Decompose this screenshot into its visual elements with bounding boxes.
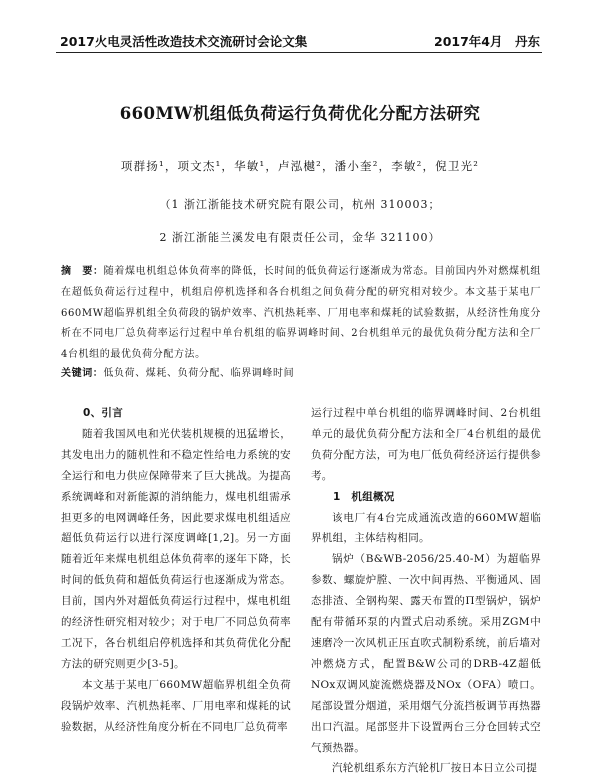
- abstract-label: 摘 要：: [61, 266, 104, 277]
- right-column: [311, 403, 541, 779]
- affiliation-1: （1 浙江浙能技术研究院有限公司，杭州 310003；: [159, 198, 441, 211]
- abstract-text: 随着煤电机组总体负荷率的降低，长时间的低负荷运行逐渐成为常态。目前国内外对燃煤机组在超低负荷运行过程中，机组启停机选择和各台机组之间负荷分配的研究相对较少。本文基于某电厂660MW超临界机组全负荷段的锅炉效率、汽机热耗率、厂用电率和煤耗的试验数据，从经济性角度分析在不同电厂总负荷率运行过程中单台机组的临界调峰时间、2台机组单元的最优负荷分配方法和全厂4台机组的最优负荷分配方法。: [61, 266, 541, 361]
- left-column: [61, 403, 291, 738]
- intro-paragraph-1: 随着我国风电和光伏装机规模的迅猛增长，其发电出力的随机性和不稳定性给电力系统的安全运行和电力供应保障带来了巨大挑战。为提高系统调峰和对新能源的消纳能力，煤电机组需承担更多的电网调峰任务，因此要求煤电机组适应超低负荷运行以进行深度调峰[1,2]。另一方面随着近年来煤电机组总体负荷率的逐年下降，长时间的低负荷和超低负荷运行也逐渐成为常态。目前，国内外对超低负荷运行过程中，煤电机组的经济性研究相对较少；对于电厂不同总负荷率工况下，各台机组启停机选择和其负荷优化分配方法的研究则更少[3-5]。: [61, 427, 291, 670]
- turbine-paragraph: 汽轮机组系东方汽轮机厂按日本日立公司提: [332, 762, 538, 775]
- header-rule: [56, 52, 542, 53]
- keywords-text: 低负荷、煤耗、负荷分配、临界调峰时间: [103, 368, 295, 379]
- date-place: 2017年4月 丹东: [434, 34, 540, 49]
- section-1-heading: 1 机组概况: [333, 490, 395, 503]
- boiler-paragraph: 锅炉（B&WB-2056/25.40-M）为超临界参数、螺旋炉膛、一次中间再热、平衡通风、固态排渣、全钢构架、露天布置的Π型锅炉，锅炉配有带循环泵的内置式启动系统。采用ZGM中速磨冷一次风机正压直吹式制粉系统，前后墙对冲燃烧方式，配置B&W公司的DRB-4Z超低NOx双调风旋流燃烧器及NOx（OFA）喷口。尾部设置分烟道，采用烟气分流挡板调节再热器出口汽温。尾部竖井下设置两台三分仓回转式空气预热器。: [311, 553, 541, 754]
- keywords: [61, 366, 541, 382]
- abstract: [61, 262, 541, 366]
- intro-paragraph-2: 本文基于某电厂660MW超临界机组全负荷段锅炉效率、汽机热耗率、厂用电率和煤耗的试验数据，从经济性角度分析在不同电厂总负荷率: [61, 678, 291, 733]
- intro-paragraph-2-continued: 运行过程中单台机组的临界调峰时间、2台机组单元的最优负荷分配方法和全厂4台机组的最优负荷分配方法，可为电厂低负荷经济运行提供参考。: [311, 407, 541, 482]
- paper-title: 660MW机组低负荷运行负荷优化分配方法研究: [119, 104, 481, 123]
- unit-overview-paragraph: 该电厂有4台完成通流改造的660MW超临界机组，主体结构相同。: [311, 511, 541, 545]
- keywords-label: 关键词：: [61, 368, 104, 379]
- running-header: [56, 32, 542, 50]
- section-0-heading: 0、引言: [83, 407, 124, 419]
- journal-name: 2017火电灵活性改造技术交流研讨会论文集: [60, 34, 308, 49]
- affiliation-2: 2 浙江浙能兰溪发电有限责任公司，金华 321100）: [159, 231, 441, 244]
- author-list: 项群扬¹，项文杰¹，华敏¹，卢泓樾²，潘小奎²，李敏²，倪卫光²: [120, 159, 480, 173]
